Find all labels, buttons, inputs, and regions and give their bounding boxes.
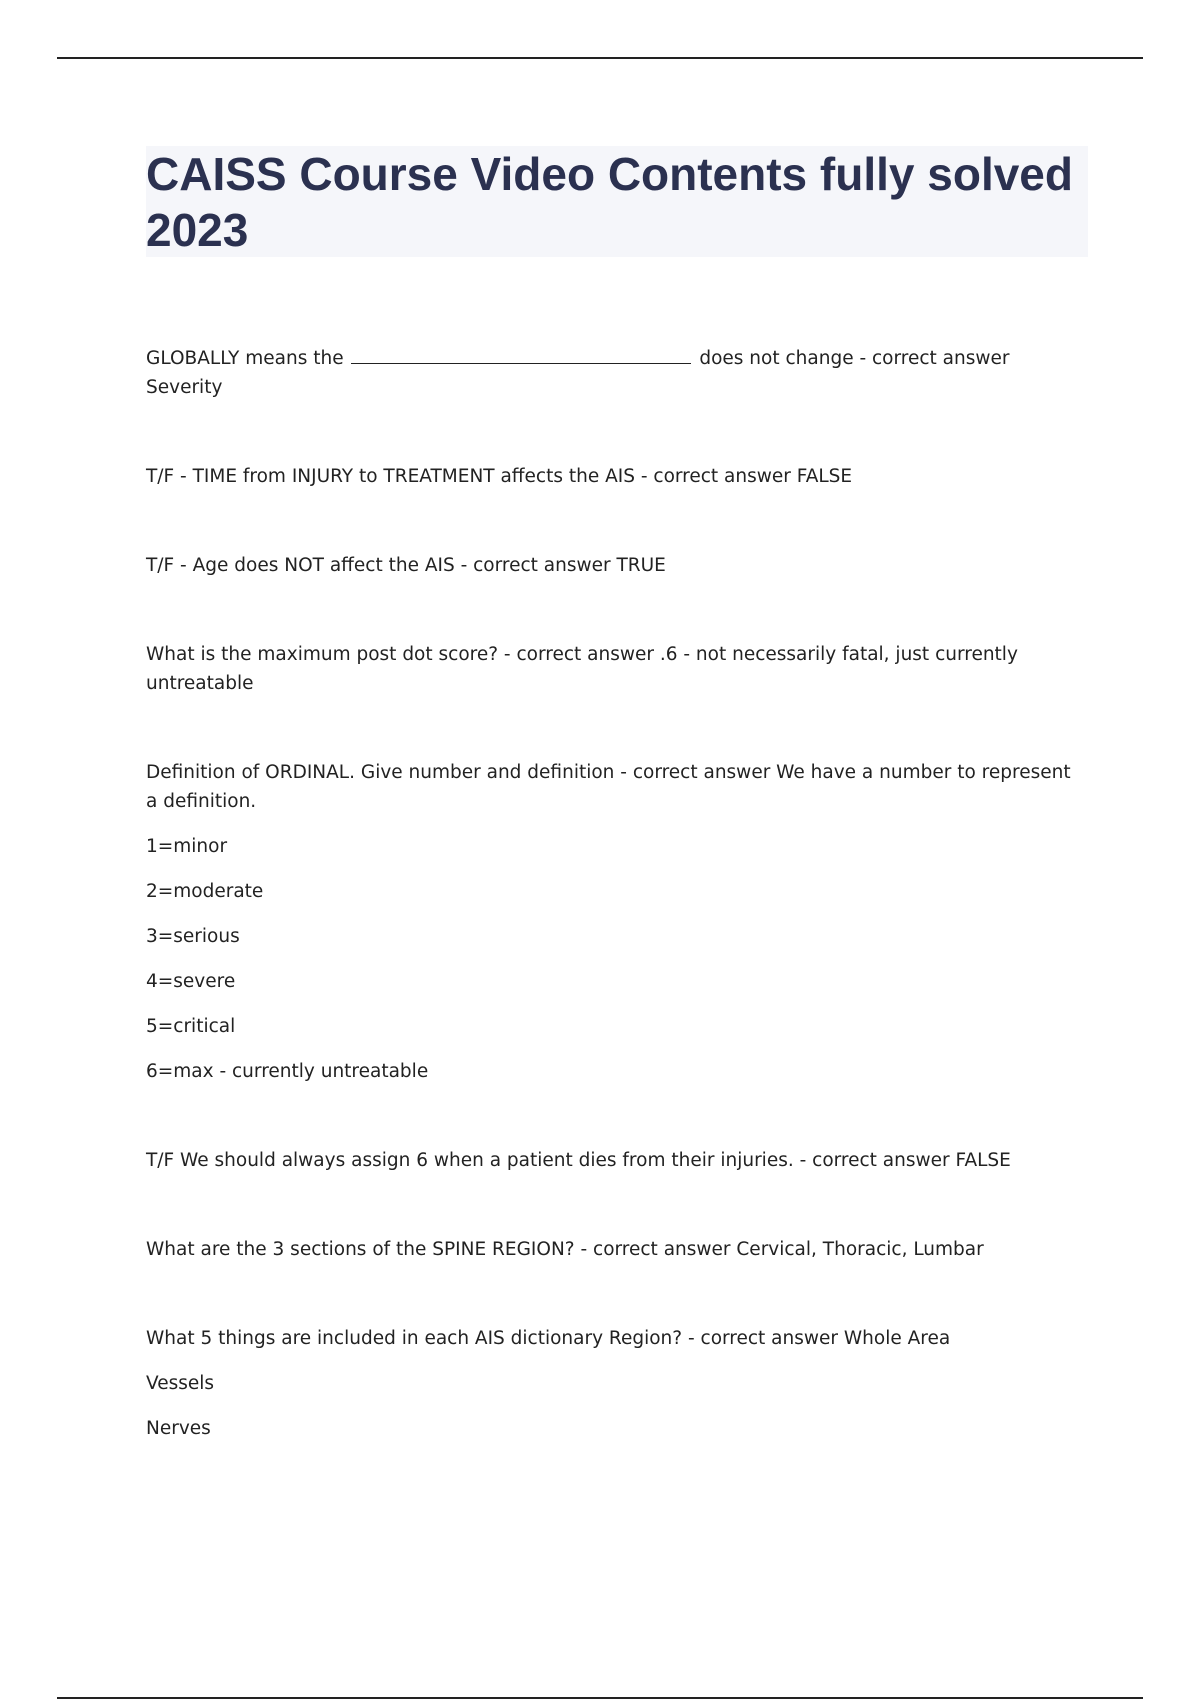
answer-line: Vessels [146,1373,215,1394]
qa-text-after-blank: does not change - correct answer Severity [146,348,1010,398]
qa-text: T/F - Age does NOT affect the AIS - correct answer TRUE [146,555,666,576]
qa-item [146,1324,1086,1443]
title-banner [146,146,1088,257]
qa-item [146,640,1086,698]
answer-line: 5=critical [146,1016,236,1037]
qa-text-before-blank: GLOBALLY means the [146,348,350,369]
answer-line: 6=max - currently untreatable [146,1061,429,1082]
qa-text: T/F - TIME from INJURY to TREATMENT affects the AIS - correct answer FALSE [146,466,853,487]
qa-item [146,551,1086,580]
qa-text: What are the 3 sections of the SPINE REGION? - correct answer Cervical, Thoracic, Lumbar [146,1239,984,1260]
top-rule [57,57,1143,59]
qa-text: What is the maximum post dot score? - correct answer .6 - not necessarily fatal, just currently untreatable [146,644,1018,694]
qa-text: Definition of ORDINAL. Give number and definition - correct answer We have a number to represent a definition. [146,762,1071,812]
qa-text: T/F We should always assign 6 when a patient dies from their injuries. - correct answer FALSE [146,1150,1011,1171]
qa-item [146,344,1086,402]
qa-text [146,344,1086,402]
answer-line: Nerves [146,1418,211,1439]
answer-line: 2=moderate [146,881,264,902]
answer-line: 1=minor [146,836,228,857]
bottom-rule [57,1697,1143,1699]
fill-in-blank [351,347,691,364]
answer-line: 3=serious [146,926,240,947]
document-title: CAISS Course Video Contents fully solved 2023 [146,148,1073,256]
qa-item [146,758,1086,1086]
qa-item [146,1146,1086,1175]
qa-text: What 5 things are included in each AIS dictionary Region? - correct answer Whole Area [146,1328,951,1349]
answer-line: 4=severe [146,971,236,992]
qa-item [146,1235,1086,1264]
document-body [146,344,1086,1503]
qa-item [146,462,1086,491]
